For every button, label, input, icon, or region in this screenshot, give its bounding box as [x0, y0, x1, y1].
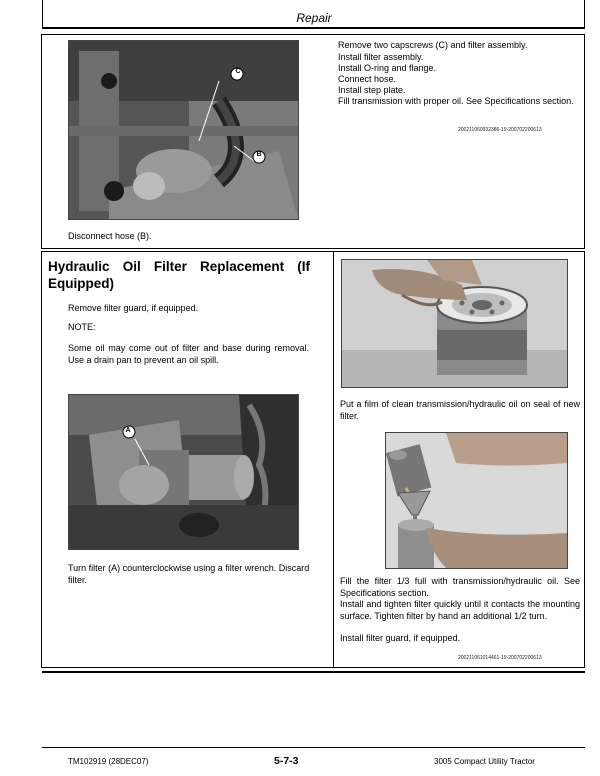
step-fill-transmission: Fill transmission with proper oil. See Specifications section.: [338, 96, 574, 106]
step-remove-capscrews: Remove two capscrews (C) and filter assembly.: [338, 40, 528, 50]
step-install-step-plate: Install step plate.: [338, 85, 406, 95]
hose-photo: [68, 40, 299, 220]
section-title: Repair: [296, 11, 332, 25]
fill-filter-photo: [385, 432, 568, 569]
callout-c: C: [235, 68, 241, 75]
step-install-filter: Install filter assembly.: [338, 52, 424, 62]
footer-page-number: 5-7-3: [274, 755, 299, 767]
filter-a-photo: [68, 394, 299, 550]
fill-filter-photo-image: [386, 433, 567, 568]
footer-doc-id: TM102919 (28DEC07): [68, 757, 149, 766]
hose-caption: Disconnect hose (B).: [68, 231, 152, 241]
footer-product: 3005 Compact Utility Tractor: [434, 757, 535, 766]
hose-photo-image: [69, 41, 298, 219]
step-connect-hose: Connect hose.: [338, 74, 397, 84]
footer-rule: [42, 747, 585, 748]
filter-seal-photo-image: [342, 260, 567, 387]
step-install-oring: Install O-ring and flange.: [338, 63, 437, 73]
turn-filter-caption: Turn filter (A) counterclockwise using a filter wrench. Discard filter.: [68, 563, 310, 585]
callout-a: A: [125, 427, 131, 434]
block-2-divider: [333, 252, 334, 667]
callout-b: B: [256, 151, 262, 158]
tighten-filter-step: Install and tighten filter quickly until it contacts the mounting surface. Tighten filter by hand an additional 1/2 turn.: [340, 599, 580, 621]
fill-filter-step: Fill the filter 1/3 full with transmission/hydraulic oil. See Specifications section.: [340, 576, 580, 598]
filter-a-photo-image: [69, 395, 298, 549]
install-guard-step: Install filter guard, if equipped.: [340, 633, 461, 643]
note-text: Some oil may come out of filter and base during removal. Use a drain pan to prevent an oil spill.: [68, 343, 309, 365]
seal-caption: Put a film of clean transmission/hydraulic oil on seal of new filter.: [340, 399, 580, 421]
header-bottom-rule: [42, 27, 585, 29]
hydraulic-filter-title: Hydraulic Oil Filter Replacement (If Equipped): [48, 259, 310, 291]
block2-ref-code: 200211061014461-19-200702200613: [458, 655, 542, 661]
note-label: NOTE:: [68, 322, 96, 332]
filter-seal-photo: [341, 259, 568, 388]
block1-ref-code: 200211060932386-19-200702200613: [458, 127, 542, 133]
content-bottom-rule: [42, 671, 585, 673]
remove-guard-text: Remove filter guard, if equipped.: [68, 303, 199, 313]
